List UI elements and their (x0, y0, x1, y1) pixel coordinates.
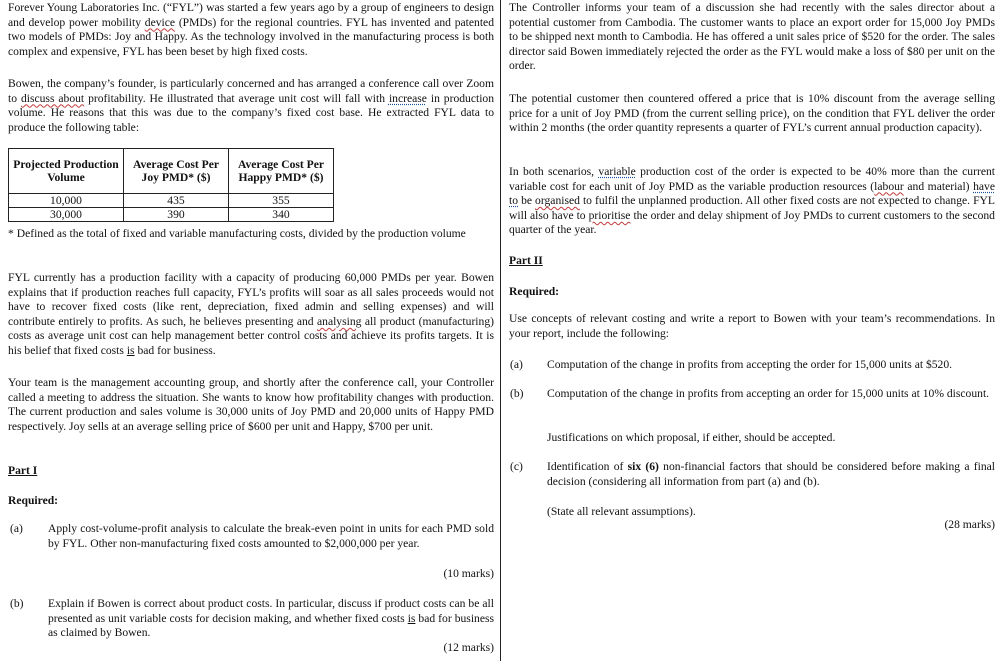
instructions-paragraph: Use concepts of relevant costing and write a report to Bowen with your team’s recommendations. In your report, include the following: (509, 312, 995, 340)
have-to-phrase: have to (509, 179, 995, 208)
question-a-marks: (10 marks) (443, 567, 494, 580)
bowen-text: Bowen, the company’s founder, is particularly concerned and has arranged a conference call over Zoom to (8, 77, 494, 105)
report-item-c-text (547, 460, 995, 489)
question-b-marks: (12 marks) (443, 641, 494, 654)
report-item-a-text: Computation of the change in profits from accepting the order for 15,000 units at $520. (547, 358, 953, 371)
scenarios-text-mid3: be (518, 194, 536, 208)
is-word: is (126, 343, 135, 357)
part-two-heading: Part II (509, 254, 543, 267)
table-row (9, 208, 334, 222)
six-count: six (6) (627, 460, 659, 473)
table-cell: 435 (124, 194, 229, 208)
part-one-heading: Part I (8, 464, 38, 477)
organised-word: organised (535, 194, 580, 208)
report-item-c-text-start: Identification of (547, 460, 628, 473)
header-volume: Projected Production Volume (9, 149, 124, 194)
labour-word: labour (874, 179, 904, 193)
header-happy-cost: Average Cost Per Happy PMD* ($) (229, 149, 334, 194)
question-b-text-start: Explain if Bowen is correct about product costs. In particular, discuss if product costs can be all presented as unit variable costs for decision making, and whether fixed costs (48, 597, 494, 625)
left-column (0, 0, 501, 661)
bowen-paragraph (8, 77, 494, 135)
table-row (9, 194, 334, 208)
variable-word: variable (598, 165, 636, 178)
device-word: device (144, 15, 176, 29)
table-cell: 355 (229, 194, 334, 208)
table-cell: 10,000 (9, 194, 124, 208)
required-heading-left: Required: (8, 494, 59, 507)
table-footnote: * Defined as the total of fixed and variable manufacturing costs, divided by the production volume (8, 227, 466, 240)
controller-paragraph: The Controller informs your team of a discussion she had recently with the sales director about a potential customer from Cambodia. The customer wants to place an export order for 15,000 Joy PMDs to be shipped next month to Cambodia. He has offered a unit sales price of $520 for the order. The sales director said Bowen immediately rejected the order as the FYL would make a loss of $80 per unit on the order. (509, 1, 995, 73)
question-b-text (48, 597, 494, 641)
capacity-text-rest: bad for business. (134, 343, 216, 357)
assumptions-note: (State all relevant assumptions). (547, 505, 696, 518)
capacity-paragraph (8, 271, 494, 359)
prioritise-word: prioritise (588, 208, 631, 222)
report-item-b-text: Computation of the change in profits from accepting an order for 15,000 units at 10% discount. (547, 387, 990, 400)
cost-table (8, 148, 334, 222)
table-cell: 390 (124, 208, 229, 222)
intro-text-rest: (PMDs) for the regional countries. FYL has invented and patented two models of PMDs: Joy and Happy. As the technology involved in the manufacturing process is both complex and expensive, FYL has been beset by high fixed costs. (8, 15, 494, 58)
scenarios-text-mid1: production cost of the order is expected to be 40% more than the current variable cost for each unit of Joy PMD as the variable production resources ( (509, 165, 995, 193)
intro-text: Forever Young Laboratories Inc. (“FYL”) was started a few years ago by a group of engineers to design and develop power mobility (8, 1, 494, 29)
table-cell: 340 (229, 208, 334, 222)
question-a-label: (a) (10, 522, 23, 535)
capacity-text: FYL currently has a production facility with a capacity of producing 60,000 PMDs per year. Bowen explains that if production reaches full capacity, FYL’s profits will soar as all sales proceeds would not have to recover fixed costs (like rent, depreciation, fixed admin and selling expenses) and will contribute entirely to profits. As such, he believes presenting and (8, 271, 494, 328)
scenarios-paragraph (509, 165, 995, 238)
report-item-c-text-end: non-financial factors that should be considered before making a final decision (considering all information from part (a) and (b). (547, 460, 995, 488)
bowen-text-rest: in production volume. He reasons that this was due to the company’s fixed cost base. He extracted FYL data to produce the following table: (8, 91, 495, 134)
question-a-text: Apply cost-volume-profit analysis to calculate the break-even point in units for each PMD sold by FYL. Other non-manufacturing fixed costs amounted to $2,000,000 per year. (48, 522, 494, 550)
counter-offer-paragraph: The potential customer then countered offered a price that is 10% discount from the average selling price for a unit of Joy PMD (from the current selling price), on the condition that FYL deliver the order within 2 months (the order quantity represents a quarter of FYL’s current annual production capacity). (509, 92, 995, 135)
report-item-a-label: (a) (510, 358, 523, 371)
intro-paragraph (8, 1, 494, 59)
justification-line: Justifications on which proposal, if either, should be accepted. (547, 431, 836, 444)
bowen-text-mid: profitability. He illustrated that average unit cost will fall with (84, 91, 389, 105)
table-header-row (9, 149, 334, 194)
part-two-marks: (28 marks) (944, 518, 995, 531)
capacity-text-mid: all product (manufacturing) costs as average unit cost can help management better control costs and achieve its profits targets. It is his belief that fixed costs (8, 314, 494, 357)
report-item-b-label: (b) (510, 387, 524, 400)
team-paragraph: Your team is the management accounting group, and shortly after the conference call, your Controller called a meeting to address the situation. She wants to know how profitability changes with production. The current production and sales volume is 30,000 units of Joy PMD and 20,000 units of Happy PMD respectively. Joy sells at an average selling price of $600 per unit and Happy, $700 per unit. (8, 376, 494, 433)
scenarios-text-rest: the order and delay shipment of Joy PMDs to current customers to the second quarter of the year. (509, 208, 995, 237)
scenarios-text-mid2: and material) (903, 179, 974, 193)
header-joy-cost: Average Cost Per Joy PMD* ($) (124, 149, 229, 194)
scenarios-text: In both scenarios, (509, 165, 599, 178)
analysing-word: analysing (317, 314, 362, 328)
right-column (502, 0, 1003, 661)
increase-word: increase (388, 91, 427, 105)
table-cell: 30,000 (9, 208, 124, 222)
question-b-text-end: bad for business as claimed by Bowen. (48, 611, 495, 640)
required-heading-right: Required: (509, 285, 560, 298)
is-word-b: is (407, 611, 416, 625)
question-b-label: (b) (10, 597, 24, 610)
discuss-about-phrase: discuss about (20, 91, 85, 105)
scenarios-text-mid4: to fulfil the unplanned production. All other fixed costs are not expected to change. FYL will also have to (509, 194, 995, 222)
report-item-c-label: (c) (510, 460, 523, 473)
